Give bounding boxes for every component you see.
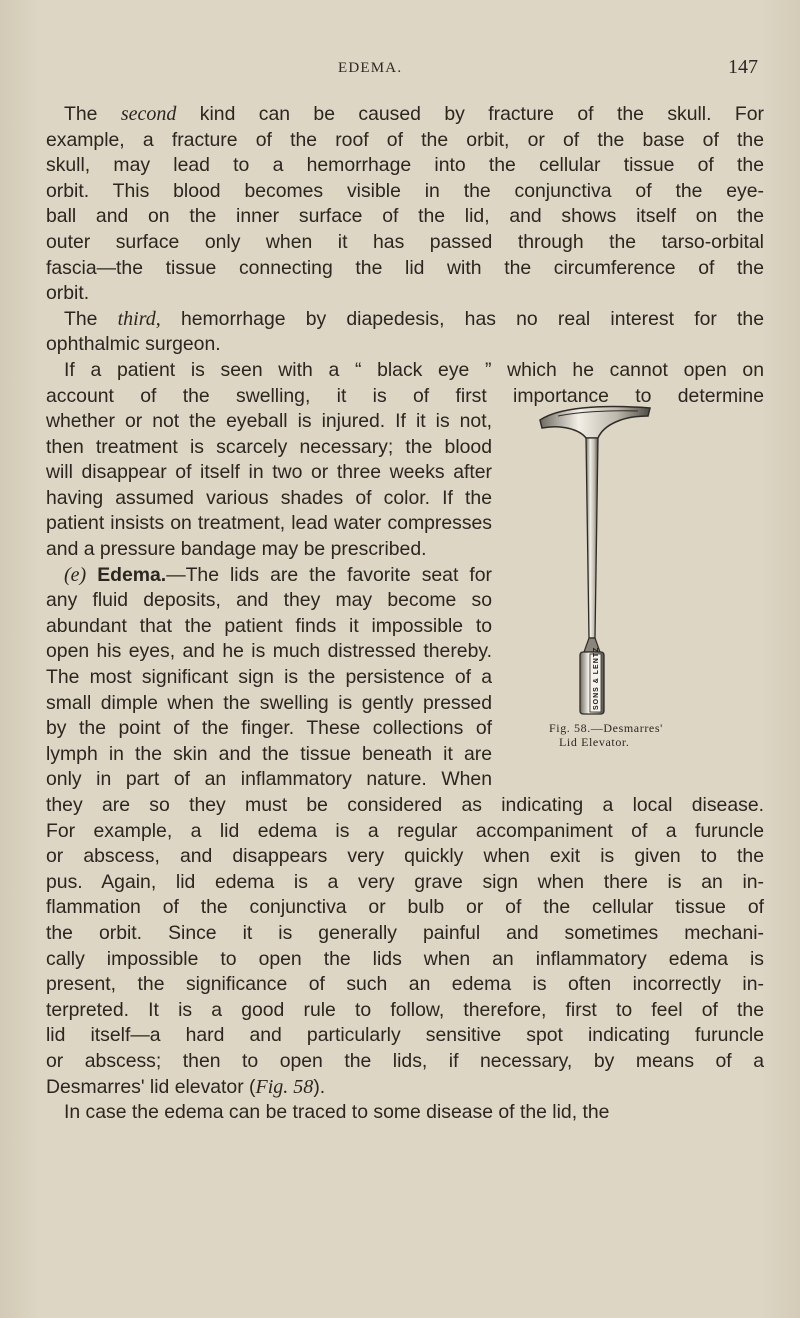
text-line: only in part of an inflammatory nature. When — [46, 768, 492, 791]
page-header — [0, 56, 800, 90]
text-line: In case the edema can be traced to some disease of the lid, the — [64, 1101, 610, 1124]
text-line: skull, may lead to a hemorrhage into the cellular tissue of the — [46, 154, 764, 177]
text-line: flammation of the conjunctiva or bulb or of the cellular tissue of — [46, 896, 764, 919]
text-line: or abscess, and disappears very quickly when exit is given to the — [46, 845, 764, 868]
text-line: lid itself—a hard and particularly sensitive spot indicating furuncle — [46, 1024, 764, 1047]
text-line: If a patient is seen with a “ black eye ” which he cannot open on — [64, 358, 764, 381]
text-line: Desmarres' lid elevator (Fig. 58). — [46, 1075, 326, 1098]
text-line: then treatment is scarcely necessary; the blood — [46, 435, 492, 458]
text-line: The most significant sign is the persistence of a — [46, 665, 492, 688]
text-line: any fluid deposits, and they may become so — [46, 589, 492, 612]
figure-caption — [549, 721, 764, 749]
text-line: (e) Edema.—The lids are the favorite seat for — [64, 563, 492, 586]
body-text-top — [46, 102, 764, 409]
caption-line: Fig. 58.—Desmarres' — [549, 721, 663, 735]
text-line: will disappear of itself in two or three weeks after — [46, 461, 492, 484]
text-line: lymph in the skin and the tissue beneath it are — [46, 742, 492, 765]
text-line: outer surface only when it has passed through the tarso-orbital — [46, 230, 764, 253]
text-line: present, the significance of such an edema is often incorrectly in- — [46, 973, 764, 996]
text-line: cally impossible to open the lids when an inflammatory edema is — [46, 947, 764, 970]
text-line: by the point of the finger. These collections of — [46, 717, 492, 740]
text-line: terpreted. It is a good rule to follow, therefore, first to feel of the — [46, 998, 764, 1021]
text-line: pus. Again, lid edema is a very grave sign when there is an in- — [46, 870, 764, 893]
text-line: example, a fracture of the roof of the orbit, or of the base of the — [46, 128, 764, 151]
body-text-narrow — [46, 409, 492, 793]
caption-line: Lid Elevator. — [559, 735, 630, 749]
text-line: ophthalmic surgeon. — [46, 333, 221, 356]
text-line: abundant that the patient finds it impossible to — [46, 614, 492, 637]
text-line: whether or not the eyeball is injured. If it is not, — [46, 410, 492, 432]
text-line: For example, a lid edema is a regular accompaniment of a furuncle — [46, 819, 764, 842]
text-line: the orbit. Since it is generally painful and sometimes mechani- — [46, 921, 764, 944]
body-text-bottom — [46, 793, 764, 1126]
text-line: orbit. — [46, 282, 90, 305]
text-line: small dimple when the swelling is gently pressed — [46, 691, 492, 714]
text-line: or abscess; then to open the lids, if necessary, by means of a — [46, 1049, 764, 1072]
lid-elevator-figure — [528, 402, 656, 720]
handle-engraving: SONS & LENTZ — [593, 646, 600, 710]
text-line: The third, hemorrhage by diapedesis, has no real interest for the — [64, 307, 764, 330]
text-line: account of the swelling, it is of first importance to determine — [46, 384, 764, 407]
running-head: EDEMA. — [338, 60, 403, 76]
text-line: and a pressure bandage may be prescribed. — [46, 537, 427, 560]
page-number: 147 — [728, 56, 758, 78]
text-line: patient insists on treatment, lead water compresses — [46, 512, 492, 535]
text-line: orbit. This blood becomes visible in the conjunctiva of the eye- — [46, 179, 764, 202]
text-line: fascia—the tissue connecting the lid with the circumference of the — [46, 256, 764, 279]
text-line: open his eyes, and he is much distressed thereby. — [46, 640, 492, 663]
text-line: they are so they must be considered as indicating a local disease. — [46, 794, 764, 816]
text-line: ball and on the inner surface of the lid, and shows itself on the — [46, 205, 764, 228]
text-line: The second kind can be caused by fracture of the skull. For — [64, 103, 764, 125]
text-line: having assumed various shades of color. If the — [46, 486, 492, 509]
lid-elevator-icon — [528, 402, 656, 720]
